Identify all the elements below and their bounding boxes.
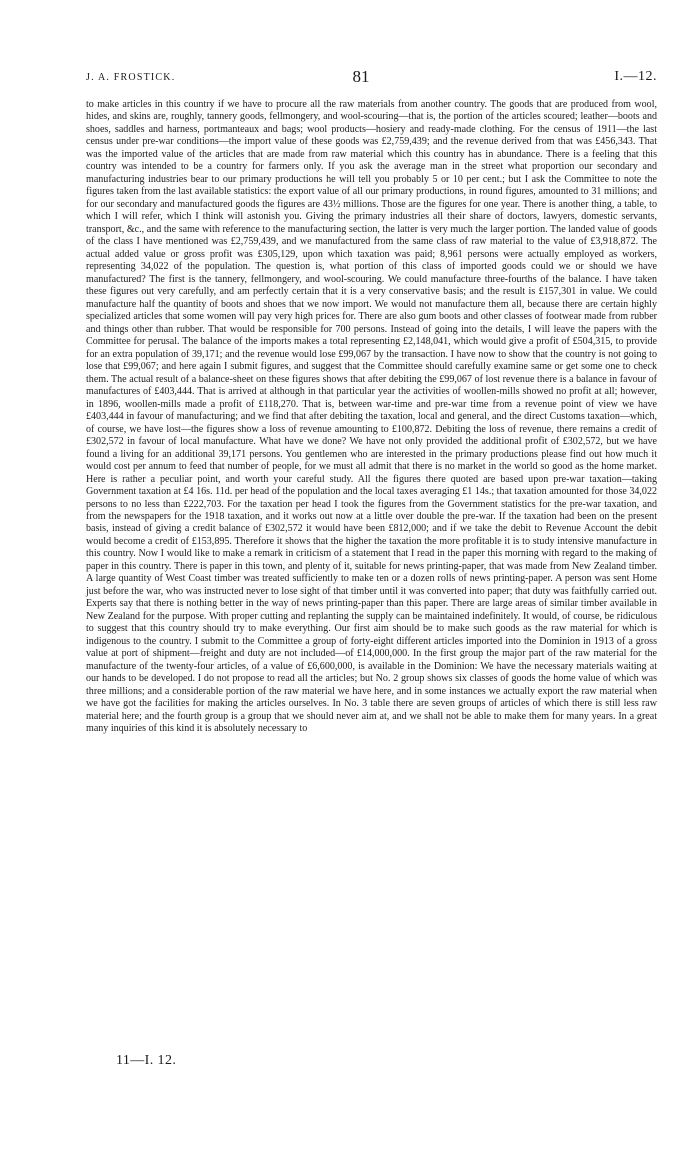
document-reference: I.—12. <box>614 69 657 84</box>
body-paragraph: to make articles in this country if we have to procure all the raw materials from another country. The goods that are produced from wool, hides, and skins are, roughly, tannery goods, fellmongery, and wool-scouring—that is, the portion of the articles scoured; leather—boots and shoes, saddles and harness, portmanteaux and bags; wool products—hosiery and ready-made clothing. For the census of 1911—the last census under pre-war conditions—the import value of these goods was £2,759,439; and the revenue derived from that was £456,343. That was the imported value of the articles that are made from raw material which this country has in abundance. There is a feeling that this country was intended to be a country for farmers only. If you ask the average man in the street what proportion our secondary and manufacturing industries bear to our primary productions he will tell you probably 5 or 10 per cent.; but I ask the Committee to note the figures taken from the last available statistics: the export value of all our primary productions, in round figures, amounted to 31 millions; and for our secondary and manufactured goods the figures are 43½ millions. Those are the figures for one year. There is another thing, a table, to which I will refer, which I think will astonish you. Giving the primary industries all their share of doctors, lawyers, domestic servants, transport, &c., and the same with reference to the manufacturing section, the latter is very much the larger portion. The landed value of goods of the class I have mentioned was £2,759,439, and we manufactured from the same class of raw material to the value of £3,918,872. The actual added value or gross profit was £305,129, upon which taxation was paid; 8,961 persons were actually employed as workers, representing 34,022 of the population. The question is, what portion of this class of imported goods could we or should we have manufactured? The first is the tannery, fellmongery, and wool-scouring. We could manufacture three-fourths of the balance. I have taken these figures out very carefully, and am perfectly certain that it is a very conservative basis; and the result is £157,301 in value. We could manufacture half the quantity of boots and shoes that we now import. We would not manufacture them all, because there are certain highly specialized articles that some women will pay very high prices for. There are also gum boots and other classes of footwear made from rubber and things other than rubber. That would be responsible for 700 persons. Instead of going into the details, I will leave the papers with the Committee for perusal. The balance of the imports makes a total representing £2,148,041, which would give a profit of £504,315, to provide for an extra population of 39,171; and the revenue would lose £99,067 by the transaction. I have now to show that the country is not going to lose that £99,067; and here again I submit figures, and suggest that the Committee should carefully examine same or get some one to check them. The actual result of a balance-sheet on these figures shows that after debiting the £99,067 of lost revenue there is a balance in favour of manufactures of £403,444. That is arrived at although in that particular year the activities of woollen-mills showed no profit at all; however, in 1896, woollen-mills made a profit of £118,270. That is, between war-time and pre-war time from a revenue point of view we have £403,444 in favour of manufacturing; and we find that after debiting the taxation, local and general, and the direct Customs taxation—which, of course, we have lost—the figures show a loss of revenue amounting to £100,872. Debiting the loss of revenue, there remains a credit of £302,572 in favour of local manufacture. What have we done? We have not only provided the additional profit of £302,572, but we have found a living for an additional 39,171 persons. You gentlemen who are interested in the primary productions please find out how much it would cost per annum to feed that number of people, for we must all admit that there is no market in the world so good as the home market. Here is rather a peculiar point, and worth your careful study. All the figures there quoted are based upon pre-war taxation—taking Government taxation at £4 16s. 11d. per head of the population and the local taxes averaging £1 14s.; that taxation amounted for those 34,022 persons to no less than £222,703. For the taxation per head I took the figures from the Government statistics for the pre-war taxation, and from the newspapers for the 1918 taxation, and it works out now at a little over double the pre-war. If the taxation had been on the present basis, instead of giving a credit balance of £302,572 it would have been £812,000; and if we take the debit to Revenue Account the debit would become a credit of £153,895. Therefore it shows that the higher the taxation the more profitable it is to study intensive manufacture in this country. Now I would like to make a remark in criticism of a statement that I read in the paper this morning with regard to the making of paper in this country. There is paper in this town, and plenty of it, suitable for news printing-paper, that was made from New Zealand timber. A large quantity of West Coast timber was treated sufficiently to make ten or a dozen rolls of news printing-paper. A person was sent Home just before the war, who was instructed never to lose sight of that timber until it was converted into paper; that duty was faithfully carried out. Experts say that there is nothing better in the way of news printing-paper than this paper. There are large areas of similar timber available in New Zealand for the purpose. With proper cutting and replanting the supply can be maintained indefinitely. It would, of course, be ridiculous to suggest that this country should try to make everything. Our first aim should be to make such goods as the raw material for which is indigenous to the country. I submit to the Committee a group of forty-eight different articles imported into the Dominion in 1913 of a gross value at port of shipment—freight and duty are not included—of £14,000,000. In the first group the major part of the raw material for the manufacture of the twenty-four articles, of a value of £6,600,000, is available in the Dominion: We have the necessary materials waiting at our hands to be developed. I do not propose to read all the articles; but No. 2 group shows six classes of goods the home value of which was three millions; and a considerable portion of the raw material we have here, and in some instances we actually export the raw material when we have got the facilities for making the articles ourselves. In No. 3 table there are seven groups of articles of which there is still less raw material here; and the fourth group is a group that we should never aim at, and we shall not be able to make them for many years. In a great many inquiries of this kind it is absolutely necessary to <box>86 99 657 735</box>
running-header <box>86 67 657 90</box>
sheet-signature: 11—I. 12. <box>116 1053 177 1068</box>
page-number: 81 <box>352 67 370 86</box>
author-name: J. A. FROSTICK. <box>86 72 176 83</box>
